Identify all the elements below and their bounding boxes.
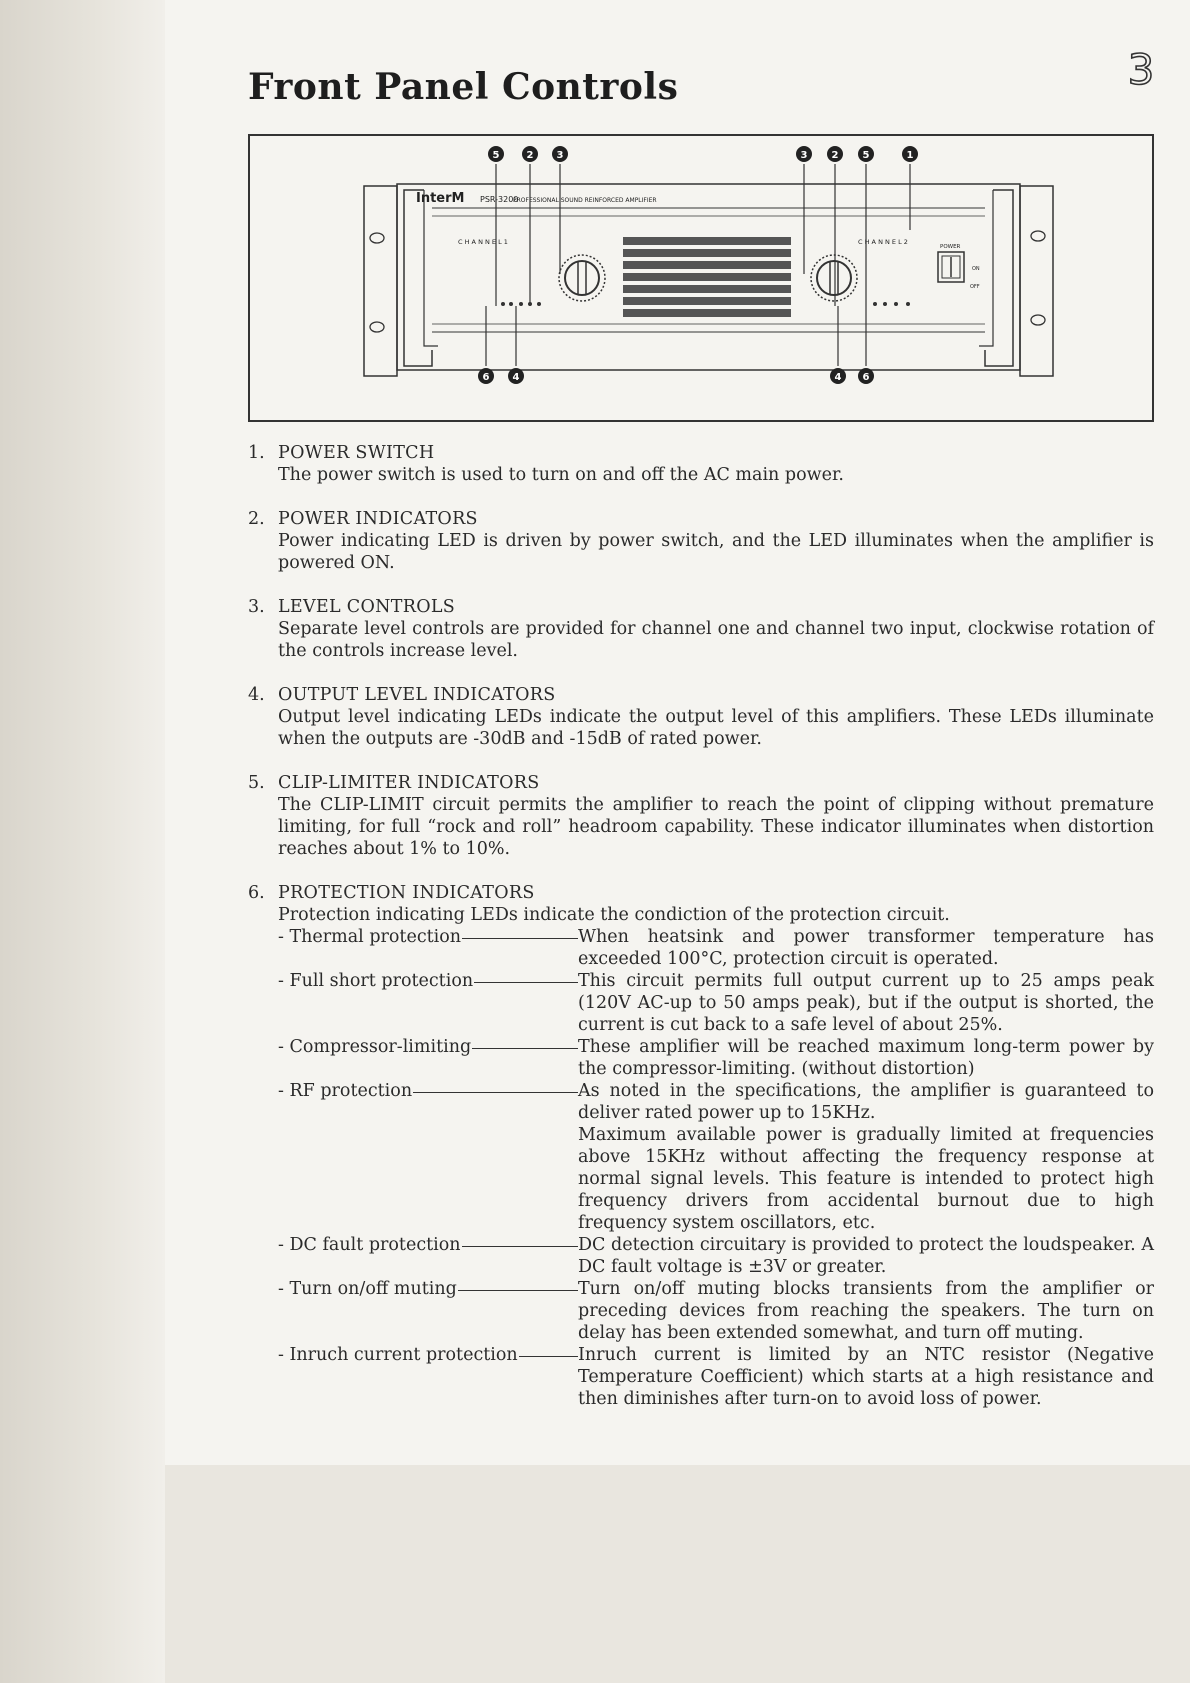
protection-desc: Inruch current is limited by an NTC resistor (Negative Temperature Coefficient) which starts at a high resistance and then diminishes after turn-on to avoid loss of power. [578,1345,1154,1409]
handle-right [985,190,1013,366]
svg-text:2: 2 [526,150,534,161]
rack-hole-icon [1031,231,1045,241]
rack-hole-icon [370,233,384,243]
svg-text:6: 6 [482,372,490,383]
svg-text:4: 4 [834,372,842,383]
led-row-channel2 [873,302,910,306]
protection-desc: DC detection circuitary is provided to protect the loudspeaker. A DC fault voltage is ±3V or greater. [578,1235,1154,1277]
protection-item [278,1234,1154,1278]
protection-item [278,1036,1154,1080]
section-text: Protection indicating LEDs indicate the condiction of the protection circuit. [278,905,950,925]
channel1-label: C H A N N E L 1 [458,238,508,246]
channel2-label: C H A N N E L 2 [858,238,908,246]
section-number: 2. [248,509,265,529]
svg-text:3: 3 [556,150,564,161]
svg-text:2: 2 [831,150,839,161]
section-text: The power switch is used to turn on and off the AC main power. [278,465,844,485]
protection-desc: As noted in the specifications, the amplifier is guaranteed to deliver rated power up to 15KHz. [578,1081,1154,1123]
protection-item [278,1080,1154,1234]
front-panel-diagram [248,134,1154,422]
section-heading: POWER INDICATORS [278,509,478,529]
svg-text:6: 6 [862,372,870,383]
handle-left [404,190,432,366]
section-text: The CLIP-LIMIT circuit permits the amplifier to reach the point of clipping without premature limiting, for full “rock and roll” headroom capability. These indicator illuminates when distortion reaches about 1% to 10%. [278,795,1154,859]
subtitle-label: PROFESSIONAL SOUND REINFORCED AMPLIFIER [513,197,657,204]
brand-logo: InterM [416,191,465,206]
section-protection-indicators [248,882,1154,1410]
section-clip-limiter-indicators [248,772,1154,860]
level-knob-channel1 [559,255,605,301]
power-label: POWER [940,244,961,250]
protection-label: - Turn on/off muting [278,1279,457,1299]
section-power-indicators [248,508,1154,574]
protection-item [278,926,1154,970]
model-label: PSR-3200 [480,195,519,204]
led-row-channel1 [501,302,541,306]
rack-hole-icon [1031,315,1045,325]
rack-ear-left [364,186,397,376]
protection-desc: This circuit permits full output current up to 25 amps peak (120V AC-up to 50 amps peak), but if the output is shorted, the current is cut back to a safe level of about 25%. [578,971,1154,1035]
handle-left-inner [424,190,438,346]
protection-label: - Full short protection [278,971,474,991]
section-output-level-indicators [248,684,1154,750]
svg-text:1: 1 [906,150,914,161]
vent-grille [623,237,791,317]
level-knob-channel2 [811,255,857,301]
section-number: 5. [248,773,265,793]
protection-desc: When heatsink and power transformer temperature has exceeded 100°C, protection circuit is operated. [578,927,1154,969]
handle-right-inner [979,190,993,346]
svg-text:5: 5 [862,150,870,161]
section-number: 6. [248,883,265,903]
section-heading: POWER SWITCH [278,443,435,463]
rack-hole-icon [370,322,384,332]
section-power-switch [248,442,1154,486]
protection-label: - Thermal protection [278,927,462,947]
protection-label: - Inruch current protection [278,1345,518,1365]
page-shadow [0,0,165,1683]
protection-label: - DC fault protection [278,1235,461,1255]
protection-item [278,1278,1154,1344]
section-number: 4. [248,685,265,705]
protection-desc: Turn on/off muting blocks transients from the amplifier or preceding devices from reaching the speakers. The turn on delay has been extended somewhat, and turn off muting. [578,1279,1154,1343]
page-number-text: 3 [1127,46,1155,92]
off-label: OFF [970,284,980,290]
svg-text:4: 4 [512,372,520,383]
section-level-controls [248,596,1154,662]
section-heading: OUTPUT LEVEL INDICATORS [278,685,556,705]
on-label: ON [972,266,980,272]
section-text: Power indicating LED is driven by power switch, and the LED illuminates when the amplifier is powered ON. [278,531,1154,573]
section-heading: CLIP-LIMITER INDICATORS [278,773,540,793]
page-title: Front Panel Controls [248,66,679,108]
rack-ear-right [1020,186,1053,376]
page-number [1120,46,1162,92]
section-heading: PROTECTION INDICATORS [278,883,535,903]
protection-label: - Compressor-limiting [278,1037,472,1057]
protection-item [278,1344,1154,1410]
protection-desc-continued: Maximum available power is gradually limited at frequencies above 15KHz without affecting the frequency response at normal signal levels. This feature is intended to protect high frequency drivers from accidental burnout due to high frequency system oscillators, etc. [578,1125,1154,1233]
svg-text:3: 3 [800,150,808,161]
protection-desc: These amplifier will be reached maximum long-term power by the compressor-limiting. (without distortion) [578,1037,1154,1079]
section-number: 1. [248,443,265,463]
section-text: Output level indicating LEDs indicate the output level of this amplifiers. These LEDs illuminate when the outputs are -30dB and -15dB of rated power. [278,707,1154,749]
protection-label: - RF protection [278,1081,413,1101]
section-number: 3. [248,597,265,617]
svg-text:5: 5 [492,150,500,161]
section-heading: LEVEL CONTROLS [278,597,456,617]
protection-item [278,970,1154,1036]
control-descriptions [248,442,1154,1432]
section-text: Separate level controls are provided for channel one and channel two input, clockwise rotation of the controls increase level. [278,619,1154,661]
